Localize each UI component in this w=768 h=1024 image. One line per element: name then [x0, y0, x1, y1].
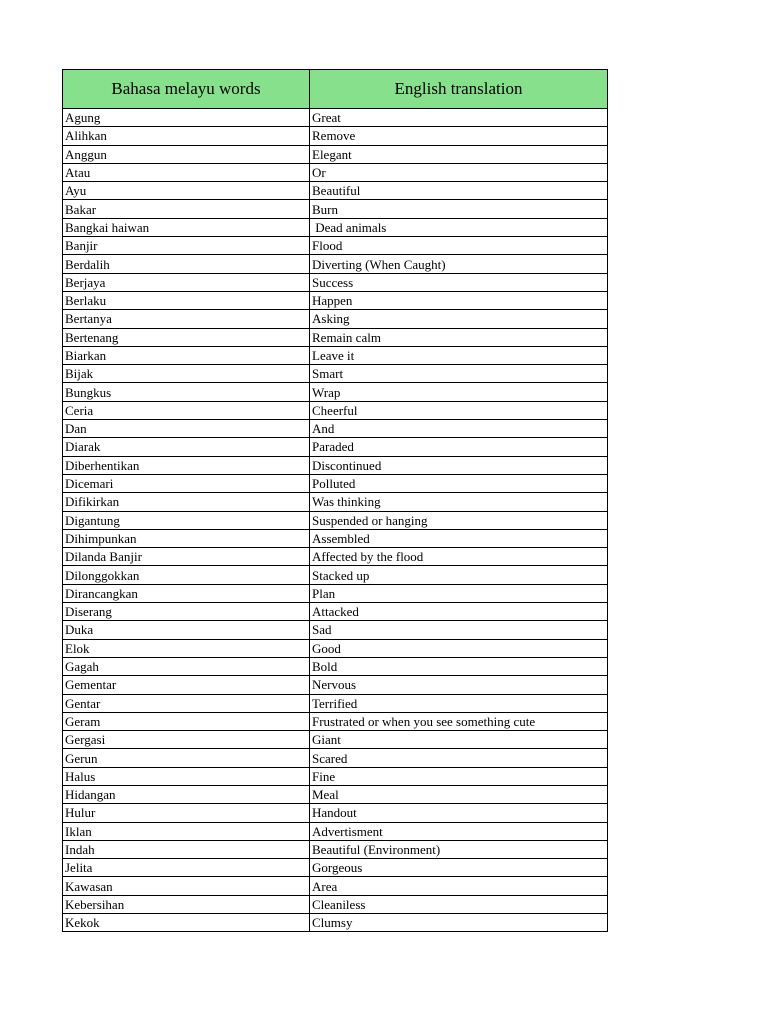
english-translation-cell: Beautiful	[310, 182, 608, 200]
table-row	[63, 840, 608, 858]
english-translation-cell: Assembled	[310, 529, 608, 547]
english-translation-cell: Suspended or hanging	[310, 511, 608, 529]
english-translation-cell: Flood	[310, 237, 608, 255]
english-translation-cell: Diverting (When Caught)	[310, 255, 608, 273]
table-row	[63, 310, 608, 328]
english-translation-cell: Dead animals	[310, 218, 608, 236]
malay-word-cell: Kawasan	[63, 877, 310, 895]
table-row	[63, 383, 608, 401]
english-translation-cell: Giant	[310, 731, 608, 749]
table-row	[63, 328, 608, 346]
malay-word-cell: Jelita	[63, 859, 310, 877]
malay-word-cell: Hulur	[63, 804, 310, 822]
malay-word-cell: Duka	[63, 621, 310, 639]
english-translation-cell: Attacked	[310, 603, 608, 621]
english-translation-cell: Affected by the flood	[310, 548, 608, 566]
table-row	[63, 712, 608, 730]
english-translation-cell: Polluted	[310, 474, 608, 492]
malay-word-cell: Berjaya	[63, 273, 310, 291]
english-translation-cell: Great	[310, 109, 608, 127]
english-translation-cell: Terrified	[310, 694, 608, 712]
table-row	[63, 200, 608, 218]
malay-word-cell: Ayu	[63, 182, 310, 200]
malay-word-cell: Berdalih	[63, 255, 310, 273]
table-row	[63, 218, 608, 236]
table-row	[63, 438, 608, 456]
malay-word-cell: Alihkan	[63, 127, 310, 145]
malay-word-cell: Diberhentikan	[63, 456, 310, 474]
malay-word-cell: Bijak	[63, 365, 310, 383]
malay-word-cell: Dilonggokkan	[63, 566, 310, 584]
table-row	[63, 767, 608, 785]
malay-word-cell: Berlaku	[63, 291, 310, 309]
english-translation-cell: Smart	[310, 365, 608, 383]
malay-word-cell: Ceria	[63, 401, 310, 419]
english-translation-cell: Success	[310, 273, 608, 291]
table-row	[63, 859, 608, 877]
english-translation-cell: Remain calm	[310, 328, 608, 346]
english-translation-cell: Frustrated or when you see something cute	[310, 712, 608, 730]
malay-word-cell: Dirancangkan	[63, 584, 310, 602]
table-row	[63, 273, 608, 291]
table-row	[63, 109, 608, 127]
table-row	[63, 877, 608, 895]
malay-word-cell: Iklan	[63, 822, 310, 840]
english-translation-cell: And	[310, 420, 608, 438]
english-translation-cell: Cheerful	[310, 401, 608, 419]
column-header-english: English translation	[310, 70, 608, 109]
english-translation-cell: Discontinued	[310, 456, 608, 474]
malay-word-cell: Dihimpunkan	[63, 529, 310, 547]
english-translation-cell: Or	[310, 163, 608, 181]
table-row	[63, 603, 608, 621]
table-row	[63, 694, 608, 712]
malay-word-cell: Dilanda Banjir	[63, 548, 310, 566]
english-translation-cell: Advertisment	[310, 822, 608, 840]
table-row	[63, 365, 608, 383]
english-translation-cell: Scared	[310, 749, 608, 767]
english-translation-cell: Fine	[310, 767, 608, 785]
table-row	[63, 529, 608, 547]
table-row	[63, 127, 608, 145]
english-translation-cell: Paraded	[310, 438, 608, 456]
malay-word-cell: Kebersihan	[63, 895, 310, 913]
table-row	[63, 548, 608, 566]
malay-word-cell: Gementar	[63, 676, 310, 694]
english-translation-cell: Was thinking	[310, 493, 608, 511]
english-translation-cell: Gorgeous	[310, 859, 608, 877]
malay-word-cell: Bertenang	[63, 328, 310, 346]
malay-word-cell: Gerun	[63, 749, 310, 767]
english-translation-cell: Plan	[310, 584, 608, 602]
table-body	[63, 109, 608, 932]
malay-word-cell: Hidangan	[63, 785, 310, 803]
english-translation-cell: Leave it	[310, 346, 608, 364]
english-translation-cell: Nervous	[310, 676, 608, 694]
table-row	[63, 145, 608, 163]
table-row	[63, 474, 608, 492]
malay-word-cell: Anggun	[63, 145, 310, 163]
english-translation-cell: Area	[310, 877, 608, 895]
table-row	[63, 914, 608, 932]
malay-word-cell: Gentar	[63, 694, 310, 712]
column-header-malay: Bahasa melayu words	[63, 70, 310, 109]
table-row	[63, 420, 608, 438]
table-row	[63, 749, 608, 767]
table-row	[63, 237, 608, 255]
malay-word-cell: Bangkai haiwan	[63, 218, 310, 236]
english-translation-cell: Burn	[310, 200, 608, 218]
malay-word-cell: Gergasi	[63, 731, 310, 749]
malay-word-cell: Difikirkan	[63, 493, 310, 511]
table-row	[63, 584, 608, 602]
table-row	[63, 456, 608, 474]
english-translation-cell: Handout	[310, 804, 608, 822]
english-translation-cell: Beautiful (Environment)	[310, 840, 608, 858]
english-translation-cell: Good	[310, 639, 608, 657]
malay-word-cell: Kekok	[63, 914, 310, 932]
english-translation-cell: Bold	[310, 657, 608, 675]
table-row	[63, 895, 608, 913]
malay-word-cell: Dan	[63, 420, 310, 438]
malay-word-cell: Elok	[63, 639, 310, 657]
table-row	[63, 822, 608, 840]
malay-word-cell: Gagah	[63, 657, 310, 675]
table-row	[63, 676, 608, 694]
table-row	[63, 657, 608, 675]
table-row	[63, 401, 608, 419]
table-row	[63, 621, 608, 639]
malay-word-cell: Bertanya	[63, 310, 310, 328]
malay-word-cell: Diserang	[63, 603, 310, 621]
english-translation-cell: Sad	[310, 621, 608, 639]
malay-word-cell: Agung	[63, 109, 310, 127]
malay-word-cell: Diarak	[63, 438, 310, 456]
table-row	[63, 785, 608, 803]
english-translation-cell: Asking	[310, 310, 608, 328]
malay-word-cell: Bakar	[63, 200, 310, 218]
english-translation-cell: Remove	[310, 127, 608, 145]
table-row	[63, 511, 608, 529]
table-row	[63, 566, 608, 584]
table-row	[63, 493, 608, 511]
table-header-row	[63, 70, 608, 109]
malay-word-cell: Biarkan	[63, 346, 310, 364]
malay-word-cell: Bungkus	[63, 383, 310, 401]
english-translation-cell: Meal	[310, 785, 608, 803]
malay-word-cell: Banjir	[63, 237, 310, 255]
english-translation-cell: Wrap	[310, 383, 608, 401]
table-row	[63, 291, 608, 309]
english-translation-cell: Elegant	[310, 145, 608, 163]
english-translation-cell: Happen	[310, 291, 608, 309]
malay-word-cell: Dicemari	[63, 474, 310, 492]
malay-word-cell: Atau	[63, 163, 310, 181]
english-translation-cell: Cleaniless	[310, 895, 608, 913]
table-row	[63, 731, 608, 749]
malay-word-cell: Indah	[63, 840, 310, 858]
malay-word-cell: Halus	[63, 767, 310, 785]
english-translation-cell: Clumsy	[310, 914, 608, 932]
vocabulary-table	[62, 69, 608, 932]
table-row	[63, 255, 608, 273]
table-row	[63, 804, 608, 822]
english-translation-cell: Stacked up	[310, 566, 608, 584]
table-row	[63, 163, 608, 181]
table-row	[63, 182, 608, 200]
malay-word-cell: Geram	[63, 712, 310, 730]
table-row	[63, 639, 608, 657]
table-row	[63, 346, 608, 364]
malay-word-cell: Digantung	[63, 511, 310, 529]
